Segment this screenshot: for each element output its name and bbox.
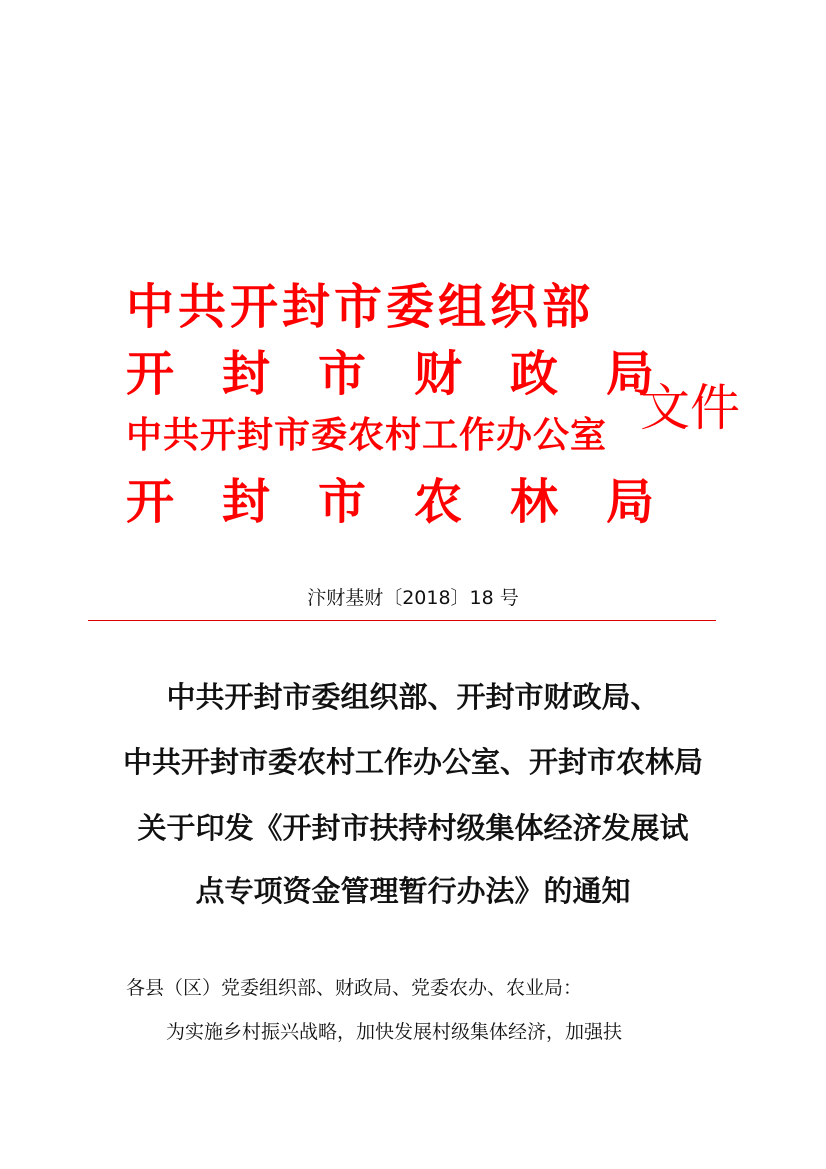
body-paragraph: 为实施乡村振兴战略，加快发展村级集体经济，加强扶 <box>166 1021 623 1043</box>
red-divider-line <box>88 620 716 621</box>
document-number: 汴财基财〔2018〕18 号 <box>307 587 519 609</box>
notice-title-line-3: 关于印发《开封市扶持村级集体经济发展试 <box>137 811 689 845</box>
notice-title-line-2: 中共开封市委农村工作办公室、开封市农林局 <box>122 745 703 779</box>
issuer-org-department: 中共开封市委组织部 <box>126 279 595 335</box>
issuer-finance-bureau: 开封市财政局 <box>126 346 703 402</box>
notice-title-line-4: 点专项资金管理暂行办法》的通知 <box>195 874 631 908</box>
notice-title-line-1: 中共开封市委组织部、开封市财政局、 <box>166 680 660 714</box>
document-type-suffix: 文件 <box>640 379 740 437</box>
salutation: 各县（区）党委组织部、财政局、党委农办、农业局： <box>126 977 583 999</box>
issuer-rural-work-office: 中共开封市委农村工作办公室 <box>126 414 608 456</box>
issuer-agriculture-forestry-bureau: 开封市农林局 <box>126 474 703 530</box>
